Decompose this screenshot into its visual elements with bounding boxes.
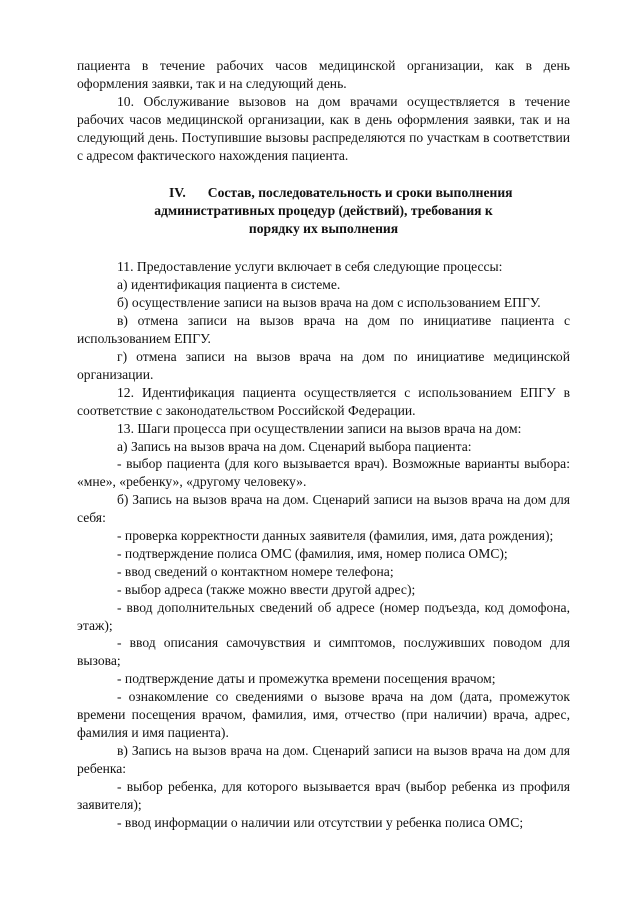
section-title-line-1: Состав, последовательность и сроки выполнения — [207, 185, 513, 201]
step-b-item-7: - подтверждение даты и промежутка времени посещения врачом; — [117, 671, 496, 687]
step-b-item-1: - проверка корректности данных заявителя (фамилия, имя, дата рождения); — [117, 528, 554, 544]
step-b-item-8: - ознакомление со сведениями о вызове врача на дом (дата, промежуток времени посещения врачом, фамилия, имя, отчество (при наличии) врача, адрес, фамилия и имя пациента). — [77, 689, 570, 740]
list-item-a: а) идентификация пациента в системе. — [117, 277, 341, 293]
paragraph-12: 12. Идентификация пациента осуществляется с использованием ЕПГУ в соответствие с законодательством Российской Федерации. — [77, 384, 570, 418]
paragraph-continuation: пациента в течение рабочих часов медицинской организации, как в день оформления заявки, так и на следующий день. — [77, 58, 570, 91]
step-b-item-4: - выбор адреса (также можно ввести другой адрес); — [117, 581, 416, 597]
step-b-item-6: - ввод описания самочувствия и симптомов, послуживших поводом для вызова; — [77, 635, 570, 669]
step-a-item-1: - выбор пациента (для кого вызывается врач). Возможные варианты выбора: «мне», «ребенку», «другому человеку». — [77, 456, 570, 490]
section-title-line-3: порядку их выполнения — [248, 221, 399, 237]
step-b-item-3: - ввод сведений о контактном номере телефона; — [117, 563, 394, 579]
paragraph-10: 10. Обслуживание вызовов на дом врачами осуществляется в течение рабочих часов медицинской организации, как в день оформления заявки, так и на следующий день. Поступившие вызовы распределяются по участкам в соответствии с адресом фактического нахождения пациента. — [77, 93, 570, 163]
step-b-item-2: - подтверждение полиса ОМС (фамилия, имя, номер полиса ОМС); — [117, 545, 508, 561]
paragraph-13: 13. Шаги процесса при осуществлении записи на вызов врача на дом: — [117, 420, 522, 436]
step-v-title: в) Запись на вызов врача на дом. Сценарий записи на вызов врача на дом для ребенка: — [77, 742, 570, 776]
step-a-title: а) Запись на вызов врача на дом. Сценарий выбора пациента: — [117, 438, 472, 454]
step-v-item-2: - ввод информации о наличии или отсутствии у ребенка полиса ОМС; — [117, 814, 524, 830]
list-item-v: в) отмена записи на вызов врача на дом по инициативе пациента с использованием ЕПГУ. — [77, 313, 570, 347]
section-heading — [77, 184, 570, 238]
section-title-line-2: административных процедур (действий), требования к — [154, 203, 493, 219]
section-number: IV. — [169, 185, 186, 201]
step-b-item-5: - ввод дополнительных сведений об адресе (номер подъезда, код домофона, этаж); — [77, 599, 570, 633]
step-v-item-1: - выбор ребенка, для которого вызывается врач (выбор ребенка из профиля заявителя); — [77, 778, 570, 812]
list-item-g: г) отмена записи на вызов врача на дом по инициативе медицинской организации. — [77, 348, 570, 382]
paragraph-11: 11. Предоставление услуги включает в себя следующие процессы: — [117, 259, 503, 275]
list-item-b: б) осуществление записи на вызов врача на дом с использованием ЕПГУ. — [117, 295, 541, 311]
step-b-title: б) Запись на вызов врача на дом. Сценарий записи на вызов врача на дом для себя: — [77, 492, 570, 526]
